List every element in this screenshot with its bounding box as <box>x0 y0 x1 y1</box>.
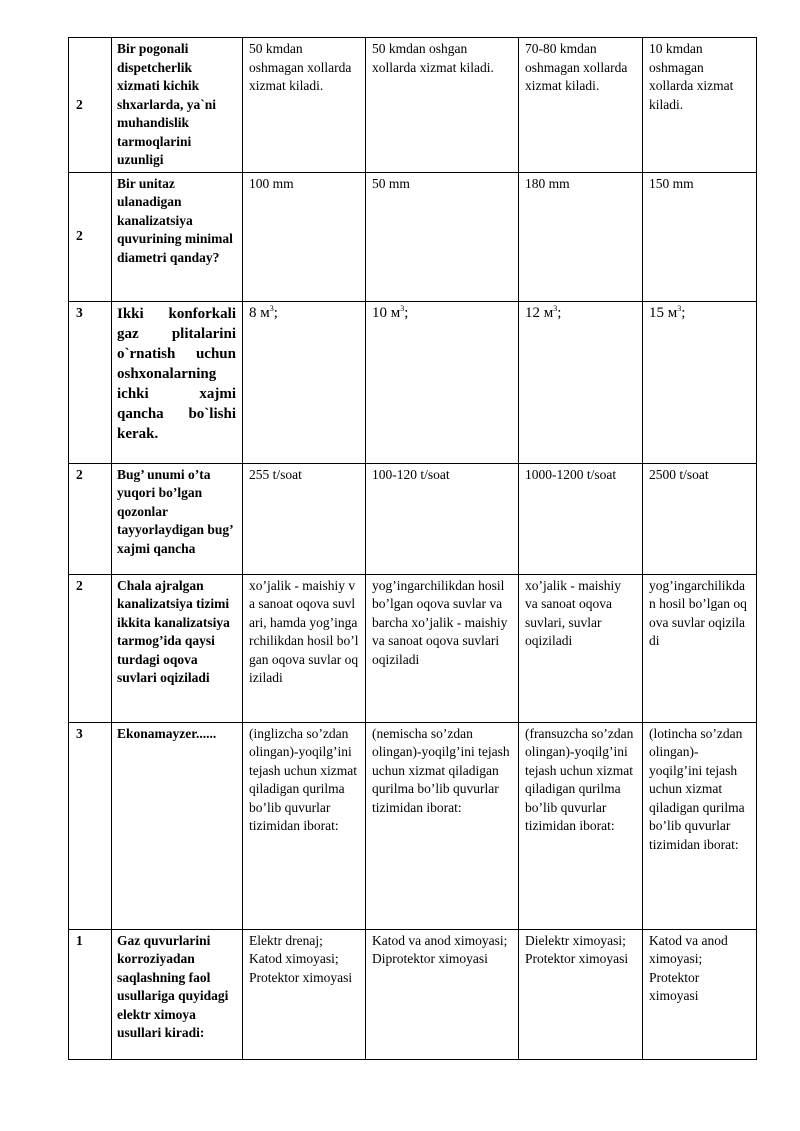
answer-option-c: Dielektr ximoyasi; Protektor ximoyasi <box>519 929 643 1059</box>
row-number: 2 <box>69 172 112 301</box>
answer-option-b: Katod va anod ximoyasi; Diprotektor ximoyasi <box>366 929 519 1059</box>
answer-option-a: 100 mm <box>243 172 366 301</box>
row-number: 2 <box>69 38 112 173</box>
answer-option-c: 180 mm <box>519 172 643 301</box>
question-text: Bir unitaz ulanadigan kanalizatsiya quvurining minimal diametri qanday? <box>112 172 243 301</box>
answer-option-b: (nemischa so’zdan olingan)-yoqilg’ini tejash uchun xizmat qiladigan qurilma bo’lib quvurlar tizimidan iborat: <box>366 722 519 929</box>
question-text: Ikki konforkali gaz plitalarini o`rnatish uchun oshxonalarning ichki xajmi qancha bo`lishi kerak. <box>112 301 243 463</box>
answer-option-d: Katod va anod ximoyasi; Protektor ximoyasi <box>643 929 757 1059</box>
answer-option-c: 12 $м^3$; <box>519 301 643 463</box>
answer-option-b: 50 kmdan oshgan xollarda xizmat kiladi. <box>366 38 519 173</box>
answer-option-b: yog’ingarchilikdan hosil bo’lgan oqova suvlar va barcha xo’jalik - maishiy va sanoat oqova suvlari oqiziladi <box>366 574 519 722</box>
row-number: 2 <box>69 574 112 722</box>
answer-option-c: (fransuzcha so’zdan olingan)-yoqilg’ini tejash uchun xizmat qiladigan qurilma bo’lib quvurlar tizimidan iborat: <box>519 722 643 929</box>
answer-option-d: (lotincha so’zdan olingan)-yoqilg’ini tejash uchun xizmat qiladigan qurilma bo’lib quvurlar tizimidan iborat: <box>643 722 757 929</box>
table-row <box>69 172 757 301</box>
answer-option-c: 70-80 kmdan oshmagan xollarda xizmat kiladi. <box>519 38 643 173</box>
question-text: Bug’ unumi o’ta yuqori bo’lgan qozonlar tayyorlaydigan bug’ xajmi qancha <box>112 463 243 574</box>
answer-option-a: 8 $м^3$; <box>243 301 366 463</box>
answer-option-a: xo’jalik - maishiy va sanoat oqova suvlari, hamda yog’ingarchilikdan hosil bo’lgan oqova suvlar oqiziladi <box>243 574 366 722</box>
answer-option-a: Elektr drenaj; Katod ximoyasi; Protektor ximoyasi <box>243 929 366 1059</box>
answer-option-a: 50 kmdan oshmagan xollarda xizmat kiladi. <box>243 38 366 173</box>
question-text: Chala ajralgan kanalizatsiya tizimi ikkita kanalizatsiya tarmog’ida qaysi turdagi oqova suvlari oqiziladi <box>112 574 243 722</box>
table-row <box>69 38 757 173</box>
answer-option-a: (inglizcha so’zdan olingan)-yoqilg’ini tejash uchun xizmat qiladigan qurilma bo’lib quvurlar tizimidan iborat: <box>243 722 366 929</box>
answer-option-d: yog’ingarchilikdan hosil bo’lgan oqova suvlar oqiziladi <box>643 574 757 722</box>
answer-option-c: 1000-1200 t/soat <box>519 463 643 574</box>
answer-option-a: 255 t/soat <box>243 463 366 574</box>
answer-option-b: 10 $м^3$; <box>366 301 519 463</box>
answer-option-c: xo’jalik - maishiy va sanoat oqova suvlari, suvlar oqiziladi <box>519 574 643 722</box>
table-row <box>69 463 757 574</box>
table-row <box>69 301 757 463</box>
answer-option-d: 150 mm <box>643 172 757 301</box>
question-text: Ekonamayzer...... <box>112 722 243 929</box>
row-number: 3 <box>69 301 112 463</box>
table-row <box>69 574 757 722</box>
table-row <box>69 929 757 1059</box>
answer-option-b: 50 mm <box>366 172 519 301</box>
question-text: Bir pogonali dispetcherlik xizmati kichik shxarlarda, ya`ni muhandislik tarmoqlarini uzunligi <box>112 38 243 173</box>
answer-option-d: 10 kmdan oshmagan xollarda xizmat kiladi. <box>643 38 757 173</box>
question-table <box>68 37 757 1060</box>
question-text: Gaz quvurlarini korroziyadan saqlashning faol usullariga quyidagi elektr ximoya usullari kiradi: <box>112 929 243 1059</box>
table-row <box>69 722 757 929</box>
answer-option-d: 15 $м^3$; <box>643 301 757 463</box>
row-number: 2 <box>69 463 112 574</box>
row-number: 3 <box>69 722 112 929</box>
row-number: 1 <box>69 929 112 1059</box>
answer-option-d: 2500 t/soat <box>643 463 757 574</box>
answer-option-b: 100-120 t/soat <box>366 463 519 574</box>
